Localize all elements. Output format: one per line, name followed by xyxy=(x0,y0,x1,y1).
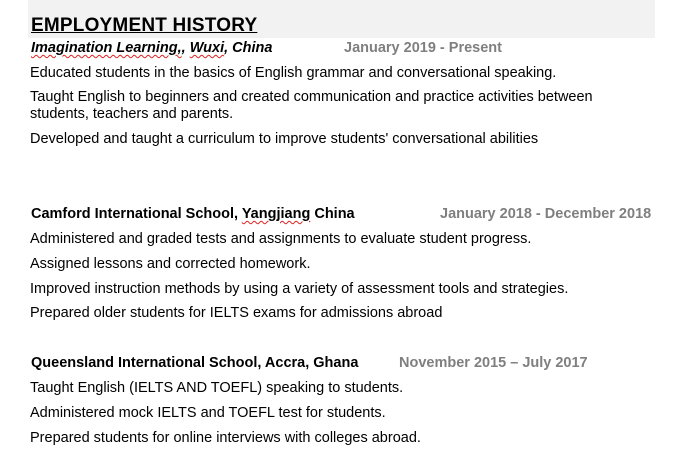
job-2-duty-2: Assigned lessons and corrected homework. xyxy=(30,256,311,272)
job-1-employer-name: Imagination Learning, xyxy=(31,40,182,56)
job-2-duty-3: Improved instruction methods by using a variety of assessment tools and strategies. xyxy=(30,281,569,297)
job-1-employer-country: , China xyxy=(224,40,273,56)
job-2-employer-city: Yangjiang xyxy=(241,206,311,222)
job-2-dates: January 2018 - December 2018 xyxy=(440,206,652,222)
job-1-duty-3: Developed and taught a curriculum to improve students' conversational abilities xyxy=(30,131,539,147)
job-1-duty-2-cont: students, teachers and parents. xyxy=(30,106,234,122)
job-1-employer xyxy=(31,40,272,56)
job-1-dates: January 2019 - Present xyxy=(344,40,502,56)
job-2-employer-country: China xyxy=(310,206,355,222)
job-2-employer-name: Camford International School, xyxy=(31,206,242,222)
job-1-employer-city: Wuxi xyxy=(189,40,225,56)
job-3-duty-3: Prepared students for online interviews with colleges abroad. xyxy=(30,430,421,446)
job-1-duty-2: Taught English to beginners and created communication and practice activities between xyxy=(30,89,593,105)
job-3-duty-2: Administered mock IELTS and TOEFL test for students. xyxy=(30,405,386,421)
job-2-duty-4: Prepared older students for IELTS exams for admissions abroad xyxy=(30,305,443,321)
job-1-employer-separator: , xyxy=(181,40,190,56)
job-2-employer xyxy=(31,206,355,222)
job-1-duty-1: Educated students in the basics of English grammar and conversational speaking. xyxy=(30,65,557,81)
section-title: EMPLOYMENT HISTORY xyxy=(31,15,258,36)
job-3-duty-1: Taught English (IELTS AND TOEFL) speaking to students. xyxy=(30,380,404,396)
job-3-employer: Queensland International School, Accra, Ghana xyxy=(31,355,359,371)
job-2-duty-1: Administered and graded tests and assignments to evaluate student progress. xyxy=(30,231,532,247)
job-3-dates: November 2015 – July 2017 xyxy=(399,355,588,371)
